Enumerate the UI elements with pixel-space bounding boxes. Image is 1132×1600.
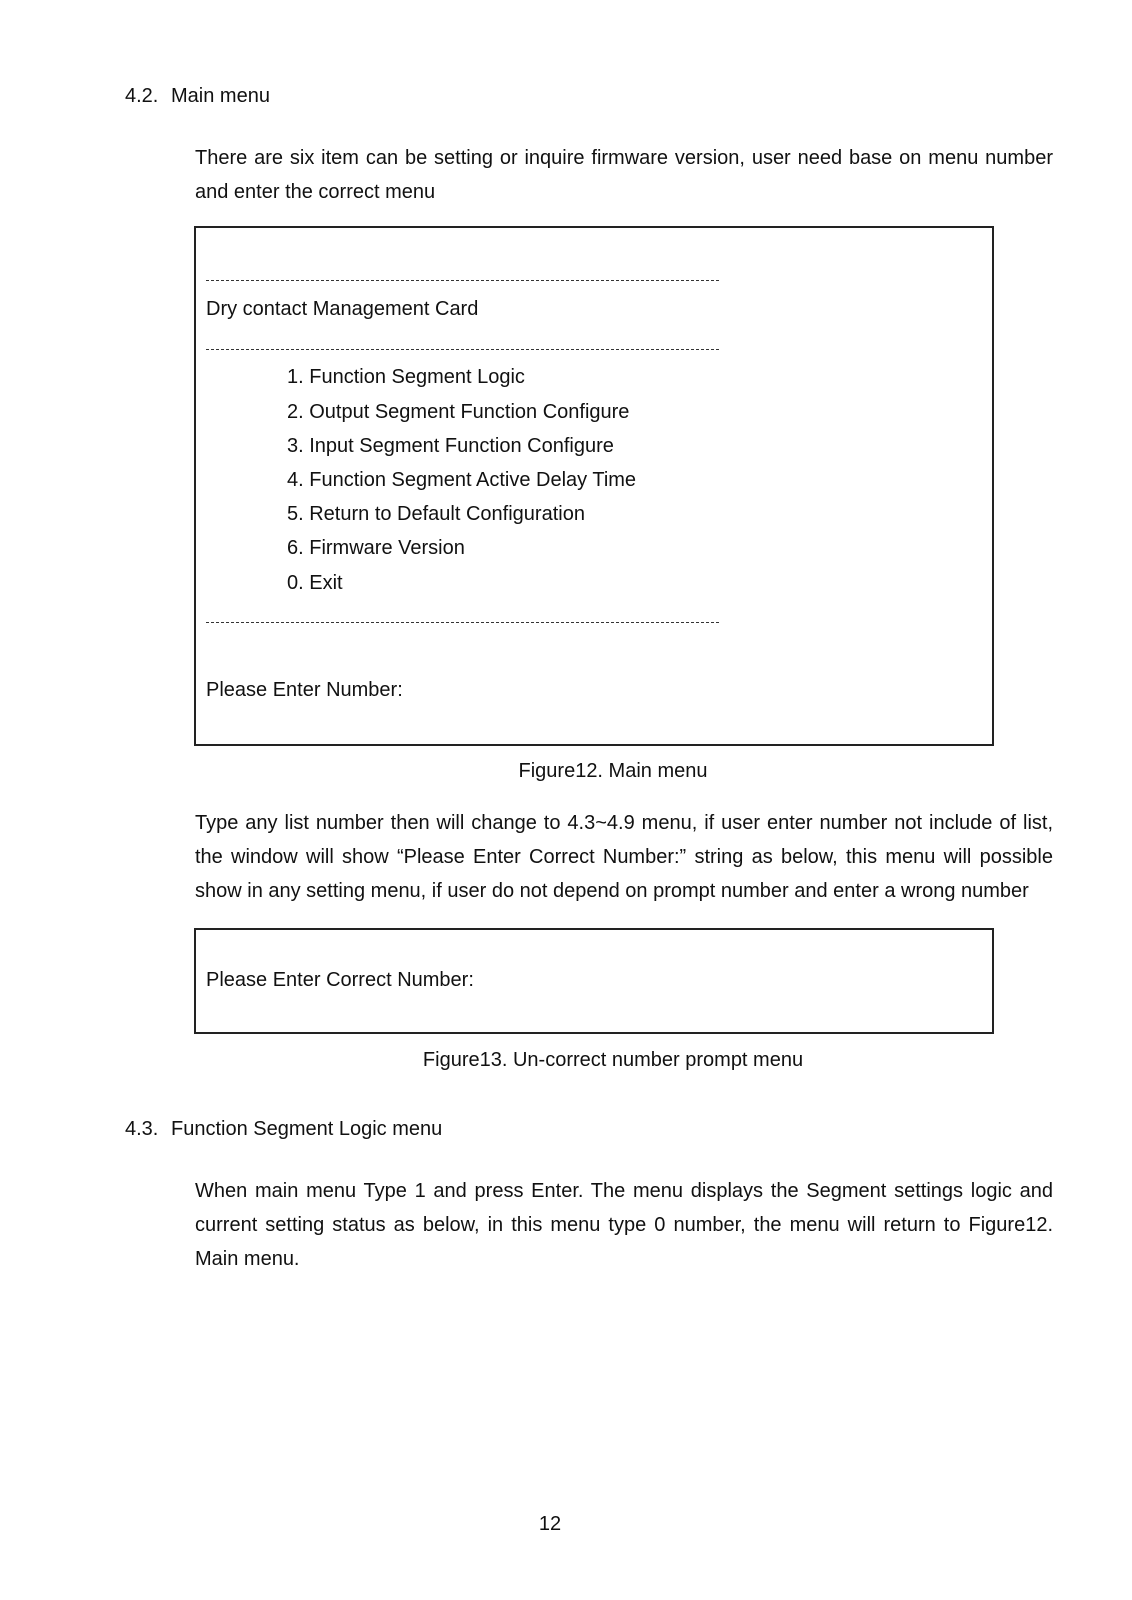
section-title: Function Segment Logic menu	[171, 1118, 443, 1140]
invalid-number-paragraph: Type any list number then will change to 4.3~4.9 menu, if user enter number not include of list, the window will show “Please Enter Correct Number:” string as below, this menu will possible show in any setting menu, if user do not depend on prompt number and enter a wrong number	[195, 812, 1053, 902]
correct-number-prompt: Please Enter Correct Number:	[206, 969, 474, 991]
dashed-separator	[206, 622, 719, 623]
menu-item-return-default: 5. Return to Default Configuration	[287, 503, 585, 525]
section-heading-4-3	[125, 1118, 442, 1141]
dashed-separator	[206, 280, 719, 281]
section-number: 4.3.	[125, 1118, 159, 1140]
page-number: 12	[538, 1513, 562, 1535]
dashed-separator	[206, 349, 719, 350]
menu-item-input-segment: 3. Input Segment Function Configure	[287, 435, 614, 457]
section-heading-4-2	[125, 85, 270, 108]
function-segment-logic-paragraph: When main menu Type 1 and press Enter. The menu displays the Segment settings logic and current setting status as below, in this menu type 0 number, the menu will return to Figure12. Main menu.	[195, 1180, 1053, 1270]
menu-item-active-delay-time: 4. Function Segment Active Delay Time	[287, 469, 637, 491]
menu-item-function-segment-logic: 1. Function Segment Logic	[287, 366, 525, 388]
figure13-console-box	[194, 928, 994, 1034]
section-title: Main menu	[171, 85, 270, 107]
main-menu-intro-paragraph: There are six item can be setting or inquire firmware version, user need base on menu number and enter the correct menu	[195, 147, 1053, 203]
figure13-caption: Figure13. Un-correct number prompt menu	[422, 1049, 804, 1071]
menu-item-firmware-version: 6. Firmware Version	[287, 537, 465, 559]
section-number: 4.2.	[125, 85, 159, 107]
figure12-caption: Figure12. Main menu	[518, 760, 708, 782]
menu-item-exit: 0. Exit	[287, 572, 343, 594]
console-prompt: Please Enter Number:	[206, 679, 403, 701]
menu-item-output-segment: 2. Output Segment Function Configure	[287, 401, 630, 423]
figure12-console-box	[194, 226, 994, 746]
console-header: Dry contact Management Card	[206, 298, 479, 320]
